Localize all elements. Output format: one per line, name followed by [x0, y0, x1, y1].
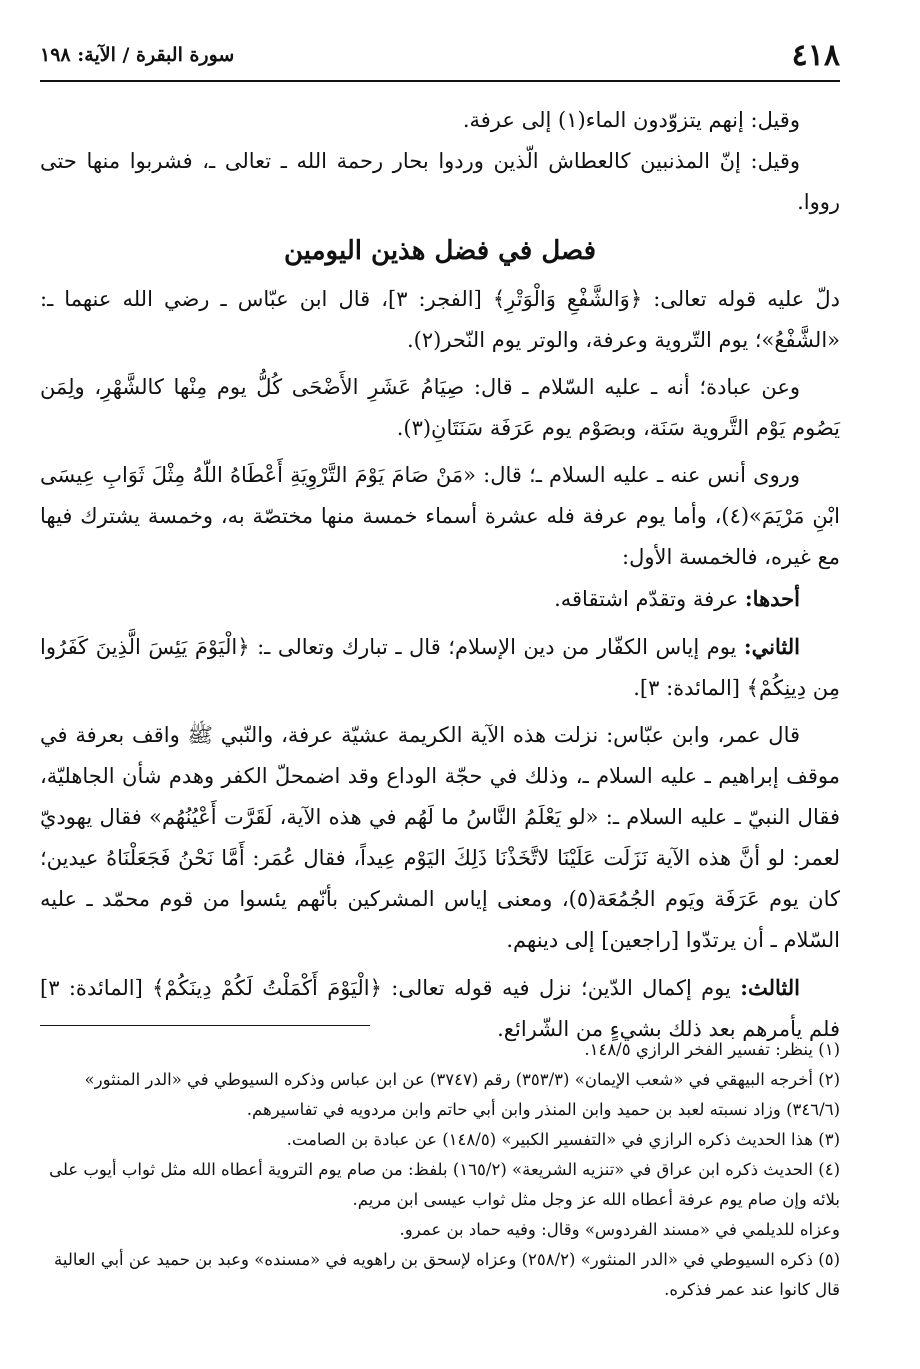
footnote-continuation: وعزاه للديلمي في «مسند الفردوس» وقال: وفيه حماد بن عمرو. [399, 1220, 840, 1239]
paragraph: وعن عبادة؛ أنه ـ عليه السّلام ـ قال: صِيَامُ عَشَرِ الأَضْحَى كُلُّ يوم مِنْها كالشَّهْرِ، ولِمَن يَصُوم يَوْم التَّروية سَنَة، وبصَوْم يوم عَرَفَة سَنَتَانِ(٣). [40, 375, 840, 440]
paragraph: وروى أنس عنه ـ عليه السلام ـ؛ قال: «مَنْ صَامَ يَوْمَ التَّرْوِيَةِ أَعْطَاهُ اللّهُ مِثْلَ ثَوَابِ عِيسَى ابْنِ مَرْيَمَ»(٤)، وأما يوم عرفة فله عشرة أسماء خمسة منها مختصّة به، وخمسة يشترك فيها مع غيره، فالخمسة الأول: [40, 463, 840, 569]
term-label: أحدها: [744, 586, 800, 611]
running-title: سورة البقرة / الآية: ١٩٨ [40, 44, 235, 66]
paragraph-text: يوم إكمال الدّين؛ نزل فيه قوله تعالى: ﴿الْيَوْمَ أَكْمَلْتُ لَكُمْ دِينَكُمْ﴾ [المائدة: ٣] فلم يأمرهم بعد ذلك بشيءٍ من الشّرائع. [40, 976, 840, 1041]
section-heading: فصل في فضل هذين اليومين [283, 236, 596, 266]
footnote: (٤) الحديث ذكره ابن عراق في «تنزيه الشريعة» (١٦٥/٢) بلفظ: من صام يوم التروية أعطاه الله مثل ثواب أيوب على بلائه وإن صام يوم عرفة أعطاه الله عز وجل مثل ثواب عيسى ابن مريم. [49, 1160, 840, 1209]
document-page [40, 30, 840, 1350]
term-label: الثاني: [743, 634, 800, 659]
main-text [40, 100, 840, 1050]
footnotes [40, 1035, 840, 1305]
footnote: (١) ينظر: تفسير الفخر الرازي ١٤٨/٥. [584, 1040, 840, 1059]
page-number: ٤١٨ [791, 38, 840, 73]
term-label: الثالث: [740, 975, 800, 1000]
paragraph-text: يوم إياس الكفّار من دين الإسلام؛ قال ـ تبارك وتعالى ـ: ﴿الْيَوْمَ يَئِسَ الَّذِينَ كَفَرُوا مِن دِينِكُمْ﴾ [المائدة: ٣]. [40, 635, 840, 700]
paragraph: دلّ عليه قوله تعالى: ﴿وَالشَّفْعِ وَالْوَتْرِ﴾ [الفجر: ٣]، قال ابن عبّاس ـ رضي الله عنهما ـ: «الشَّفْعُ»؛ يوم التّروية وعرفة، والوتر يوم النّحر(٢). [40, 287, 840, 352]
paragraph-text: عرفة وتقدّم اشتقاقه. [554, 587, 745, 611]
paragraph: وقيل: إنهم يتزوّدون الماء(١) إلى عرفة. [462, 108, 800, 132]
footnote-divider [40, 1025, 370, 1026]
footnote: (٣) هذا الحديث ذكره الرازي في «التفسير الكبير» (١٤٨/٥) عن عبادة بن الصامت. [286, 1130, 840, 1149]
footnote: (٥) ذكره السيوطي في «الدر المنثور» (٢٥٨/٢) وعزاه لإسحق بن راهويه في «مسنده» وعبد بن حميد عن أبي العالية قال كانوا عند عمر فذكره. [54, 1250, 840, 1299]
footnote: (٢) أخرجه البيهقي في «شعب الإيمان» (٣٥٣/٣) رقم (٣٧٤٧) عن ابن عباس وذكره السيوطي في «الدر المنثور» (٣٤٦/٦) وزاد نسبته لعبد بن حميد وابن المنذر وابن أبي حاتم وابن مردويه في تفاسيرهم. [84, 1070, 840, 1119]
paragraph: قال عمر، وابن عبّاس: نزلت هذه الآية الكريمة عشيّة عرفة، والنّبي ﷺ واقف بعرفة في موقف إبراهيم ـ عليه السلام ـ، وذلك في حجّة الوداع وقد اضمحلّ الكفر وهدم شأن الجاهليّة، فقال النبيّ ـ عليه السلام ـ: «لو يَعْلَمُ النَّاسُ ما لَهُم في هذه الآية، لَقَرَّت أَعْيُنُهُم» فقال يهوديّ لعمر: لو أنَّ هذه الآية نَزَلَت عَلَيْنَا لاتَّخَذْنَا ذَلِكَ اليَوْم عِيداً، فقال عُمَر: أَمَّا نَحْنُ فَجَعَلْنَاهُ عيدين؛ كان يوم عَرَفَة ويَوم الجُمُعَة(٥)، ومعنى إياس المشركين بأنّهم يئسوا من قوم محمّد ـ عليه السّلام ـ أن يرتدّوا [راجعين] إلى دينهم. [40, 723, 840, 952]
page-header [40, 30, 840, 82]
paragraph [40, 626, 840, 709]
paragraph: وقيل: إنّ المذنبين كالعطاش الّذين وردوا بحار رحمة الله ـ تعالى ـ، فشربوا منها حتى رووا. [40, 149, 840, 214]
paragraph [40, 578, 840, 620]
